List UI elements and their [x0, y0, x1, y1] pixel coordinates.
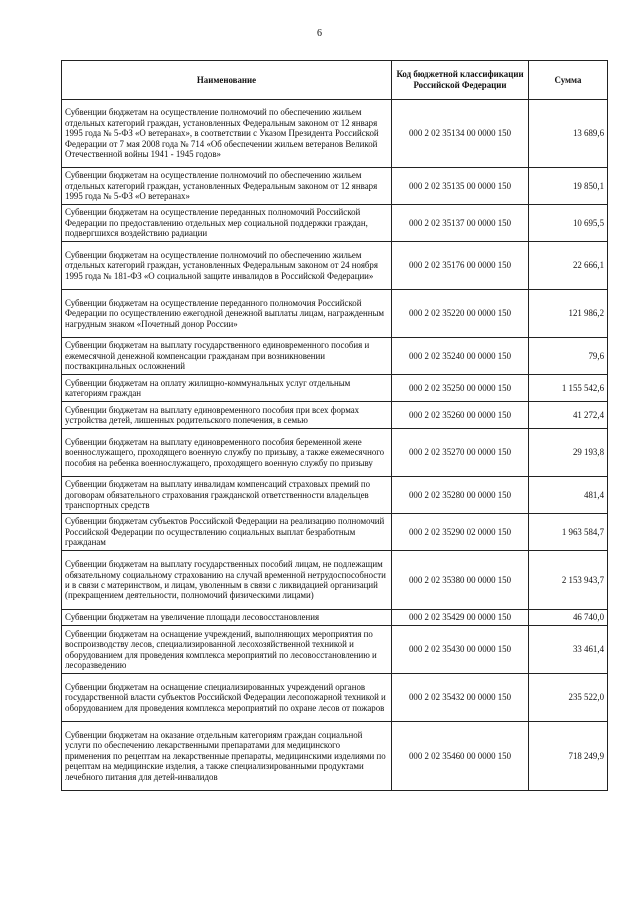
table-row — [62, 477, 608, 514]
row-name: Субвенции бюджетам субъектов Российской Федерации на реализацию полномочий Российской Федерации по осуществлению социальных выплат безработным гражданам — [62, 514, 392, 551]
row-name: Субвенции бюджетам на выплату государственного единовременного пособия и ежемесячной денежной компенсации гражданам при возникновении поствакцинальных осложнений — [62, 338, 392, 375]
row-name: Субвенции бюджетам на осуществление переданного полномочия Российской Федерации по осуществлению ежегодной денежной выплаты лицам, награжденным нагрудным знаком «Почетный донор России» — [62, 290, 392, 338]
header-sum: Сумма — [529, 61, 608, 100]
row-sum: 1 155 542,6 — [529, 375, 608, 402]
row-sum: 79,6 — [529, 338, 608, 375]
row-sum: 22 666,1 — [529, 242, 608, 290]
row-name: Субвенции бюджетам на увеличение площади лесовосстановления — [62, 610, 392, 626]
row-code: 000 2 02 35240 00 0000 150 — [392, 338, 529, 375]
row-name: Субвенции бюджетам на выплату единовременного пособия беременной жене военнослужащего, проходящего военную службу по призыву, а также ежемесячного пособия на ребенка военнослужащего, проходящего военную службу по призыву — [62, 429, 392, 477]
row-code: 000 2 02 35135 00 0000 150 — [392, 168, 529, 205]
row-sum: 46 740,0 — [529, 610, 608, 626]
table-row — [62, 514, 608, 551]
table-row — [62, 551, 608, 610]
table-row — [62, 626, 608, 674]
row-sum: 481,4 — [529, 477, 608, 514]
table-row — [62, 100, 608, 168]
row-code: 000 2 02 35429 00 0000 150 — [392, 610, 529, 626]
row-code: 000 2 02 35260 00 0000 150 — [392, 402, 529, 429]
row-sum: 718 249,9 — [529, 722, 608, 791]
row-code: 000 2 02 35176 00 0000 150 — [392, 242, 529, 290]
row-sum: 10 695,5 — [529, 205, 608, 242]
table-header-row — [62, 61, 608, 100]
row-code: 000 2 02 35220 00 0000 150 — [392, 290, 529, 338]
table-row — [62, 722, 608, 791]
row-code: 000 2 02 35137 00 0000 150 — [392, 205, 529, 242]
row-sum: 2 153 943,7 — [529, 551, 608, 610]
page-number: 6 — [317, 28, 322, 39]
row-name: Субвенции бюджетам на оснащение учреждений, выполняющих мероприятия по воспроизводству лесов, специализированной лесохозяйственной техникой и оборудованием для проведения комплекса мероприятий по лесовосстановлению и лесоразведению — [62, 626, 392, 674]
row-code: 000 2 02 35270 00 0000 150 — [392, 429, 529, 477]
row-code: 000 2 02 35432 00 0000 150 — [392, 674, 529, 722]
header-code: Код бюджетной классификации Российской Федерации — [392, 61, 529, 100]
row-code: 000 2 02 35380 00 0000 150 — [392, 551, 529, 610]
row-code: 000 2 02 35430 00 0000 150 — [392, 626, 529, 674]
row-code: 000 2 02 35134 00 0000 150 — [392, 100, 529, 168]
table-row — [62, 610, 608, 626]
table-row — [62, 402, 608, 429]
row-name: Субвенции бюджетам на осуществление полномочий по обеспечению жильем отдельных категорий граждан, установленных Федеральным законом от 24 ноября 1995 года № 181-ФЗ «О социальной защите инвалидов в Российской Федерации» — [62, 242, 392, 290]
table-row — [62, 674, 608, 722]
table-row — [62, 429, 608, 477]
row-name: Субвенции бюджетам на осуществление переданных полномочий Российской Федерации по предоставлению отдельных мер социальной поддержки граждан, подвергшихся воздействию радиации — [62, 205, 392, 242]
row-code: 000 2 02 35250 00 0000 150 — [392, 375, 529, 402]
row-sum: 13 689,6 — [529, 100, 608, 168]
row-sum: 19 850,1 — [529, 168, 608, 205]
row-code: 000 2 02 35280 00 0000 150 — [392, 477, 529, 514]
row-name: Субвенции бюджетам на оплату жилищно-коммунальных услуг отдельным категориям граждан — [62, 375, 392, 402]
table-row — [62, 338, 608, 375]
row-name: Субвенции бюджетам на выплату инвалидам компенсаций страховых премий по договорам обязательного страхования гражданской ответственности владельцев транспортных средств — [62, 477, 392, 514]
row-name: Субвенции бюджетам на осуществление полномочий по обеспечению жильем отдельных категорий граждан, установленных Федеральным законом от 12 января 1995 года № 5-ФЗ «О ветеранах» — [62, 168, 392, 205]
table-row — [62, 168, 608, 205]
row-sum: 41 272,4 — [529, 402, 608, 429]
budget-table — [61, 60, 608, 791]
row-sum: 235 522,0 — [529, 674, 608, 722]
row-name: Субвенции бюджетам на выплату единовременного пособия при всех формах устройства детей, лишенных родительского попечения, в семью — [62, 402, 392, 429]
row-code: 000 2 02 35290 02 0000 150 — [392, 514, 529, 551]
row-sum: 33 461,4 — [529, 626, 608, 674]
table-row — [62, 205, 608, 242]
row-name: Субвенции бюджетам на выплату государственных пособий лицам, не подлежащим обязательному социальному страхованию на случай временной нетрудоспособности и в связи с материнством, и лицам, уволенным в связи с ликвидацией организаций (прекращением деятельности, полномочий физическими лицами) — [62, 551, 392, 610]
row-sum: 29 193,8 — [529, 429, 608, 477]
table-row — [62, 242, 608, 290]
table-row — [62, 290, 608, 338]
row-name: Субвенции бюджетам на оснащение специализированных учреждений органов государственной власти субъектов Российской Федерации лесопожарной техникой и оборудованием для проведения комплекса мероприятий по охране лесов от пожаров — [62, 674, 392, 722]
row-sum: 1 963 584,7 — [529, 514, 608, 551]
table-row — [62, 375, 608, 402]
header-name: Наименование — [62, 61, 392, 100]
row-name: Субвенции бюджетам на осуществление полномочий по обеспечению жильем отдельных категорий граждан, установленных Федеральным законом от 12 января 1995 года № 5-ФЗ «О ветеранах», в соответствии с Указом Президента Российской Федерации от 7 мая 2008 года № 714 «Об обеспечении жильем ветеранов Великой Отечественной войны 1941 - 1945 годов» — [62, 100, 392, 168]
row-sum: 121 986,2 — [529, 290, 608, 338]
row-code: 000 2 02 35460 00 0000 150 — [392, 722, 529, 791]
row-name: Субвенции бюджетам на оказание отдельным категориям граждан социальной услуги по обеспечению лекарственными препаратами для медицинского применения по рецептам на лекарственные препараты, медицинскими изделиями по рецептам на медицинские изделия, а также специализированными продуктами лечебного питания для детей-инвалидов — [62, 722, 392, 791]
